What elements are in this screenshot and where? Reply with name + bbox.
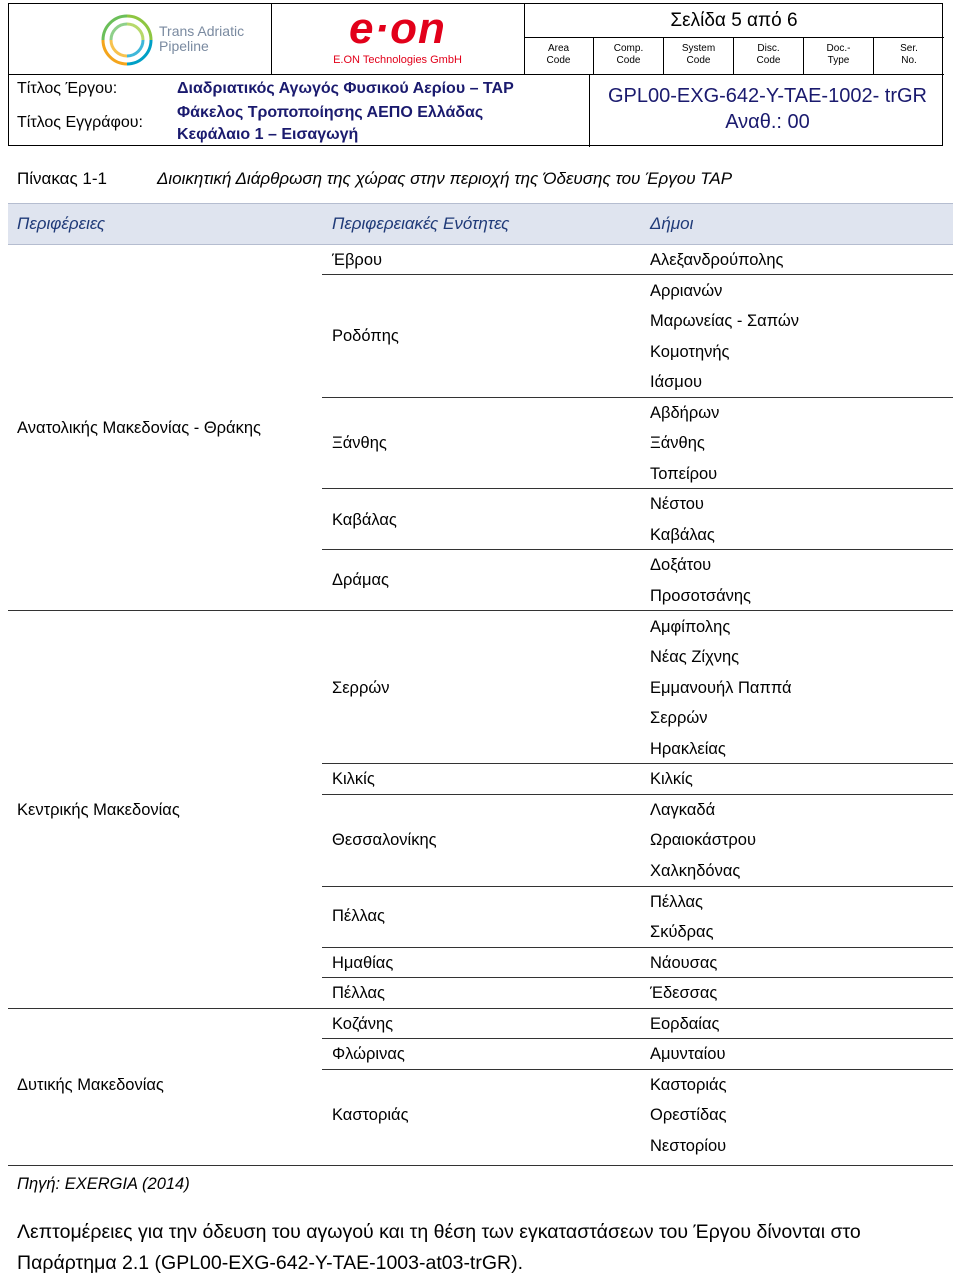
unit-divider <box>322 1069 953 1070</box>
region-divider <box>8 1008 953 1009</box>
code-label: Area <box>547 43 570 54</box>
column-header-regions: Περιφέρειες <box>17 214 106 233</box>
column-header-units: Περιφερειακές Ενότητες <box>332 214 510 233</box>
unit-cell: Καστοριάς <box>332 1106 409 1124</box>
tap-logo-text: Trans Adriatic Pipeline <box>159 23 245 54</box>
municipality-cell: Κομοτηνής <box>650 343 730 361</box>
municipality-cell: Αρριανών <box>650 282 723 300</box>
municipality-cell: Αλεξανδρούπολης <box>650 251 784 269</box>
title-labels <box>9 74 171 148</box>
code-cell-area <box>524 37 594 74</box>
unit-divider <box>322 947 953 948</box>
code-cell-system <box>664 37 734 74</box>
code-label: No. <box>901 55 917 66</box>
revision: Αναθ.: 00 <box>725 111 810 133</box>
municipality-cell: Ηρακλείας <box>650 740 726 758</box>
municipality-cell: Ιάσμου <box>650 373 703 391</box>
footer-paragraph: Λεπτομέρειες για την όδευση του αγωγού και τη θέση των εγκαταστάσεων του Έργου δίνονται στο Παράρτημα 2.1 (GPL00-EXG-642-Y-TAE-1003-at03-trGR). <box>17 1221 861 1274</box>
municipality-cell: Ξάνθης <box>650 434 705 452</box>
unit-cell: Κιλκίς <box>332 770 375 788</box>
municipality-cell: Πέλλας <box>650 893 704 911</box>
code-label: Disc. <box>757 43 780 54</box>
municipality-cell: Ωραιοκάστρου <box>650 831 756 849</box>
code-label: Code <box>756 55 781 66</box>
unit-divider <box>322 977 953 978</box>
code-label: Doc.- <box>826 43 851 54</box>
municipality-cell: Έδεσσας <box>650 984 718 1002</box>
unit-cell: Έβρου <box>332 251 383 269</box>
title-values <box>171 74 589 148</box>
municipality-cell: Αμυνταίου <box>650 1045 726 1063</box>
code-cell-disc <box>734 37 804 74</box>
unit-cell: Κοζάνης <box>332 1015 394 1033</box>
document-title-line1: Φάκελος Τροποποίησης ΑΕΠΟ Ελλάδας <box>177 104 484 121</box>
code-label: Ser. <box>900 43 918 54</box>
table-bottom-border <box>8 1165 953 1166</box>
unit-divider <box>322 1038 953 1039</box>
municipality-cell: Νάουσας <box>650 954 718 972</box>
municipality-cell: Τοπείρου <box>650 465 718 483</box>
municipality-cell: Καστοριάς <box>650 1076 727 1094</box>
region-divider <box>8 610 953 611</box>
document-header <box>8 3 943 146</box>
municipality-cell: Προσοτσάνης <box>650 587 751 605</box>
unit-cell: Φλώρινας <box>332 1045 405 1063</box>
eon-logo <box>271 4 525 74</box>
municipality-cell: Λαγκαδά <box>650 801 716 819</box>
region-cell: Ανατολικής Μακεδονίας - Θράκης <box>17 419 261 437</box>
document-number-box <box>589 74 944 147</box>
unit-cell: Θεσσαλονίκης <box>332 831 437 849</box>
tap-logo-icon <box>97 10 157 70</box>
municipality-cell: Εορδαίας <box>650 1015 720 1033</box>
unit-cell: Πέλλας <box>332 907 386 925</box>
municipality-cell: Νέας Ζίχνης <box>650 648 740 666</box>
page-info <box>524 4 944 74</box>
code-cell-comp <box>594 37 664 74</box>
unit-cell: Ροδόπης <box>332 327 399 345</box>
document-title-label: Τίτλος Εγγράφου: <box>17 114 143 131</box>
municipality-cell: Νέστου <box>650 495 704 513</box>
unit-divider <box>322 763 953 764</box>
municipality-cell: Σερρών <box>650 709 708 727</box>
municipality-cell: Σκύδρας <box>650 923 714 941</box>
table-source: Πηγή: EXERGIA (2014) <box>17 1175 190 1193</box>
code-label: Code <box>686 55 711 66</box>
unit-divider <box>322 274 953 275</box>
unit-divider <box>322 794 953 795</box>
code-cell-doctype <box>804 37 874 74</box>
column-header-municipalities: Δήμοι <box>650 214 694 233</box>
project-title-label: Τίτλος Έργου: <box>17 80 118 97</box>
project-title: Διαδριατικός Αγωγός Φυσικού Αερίου – TAP <box>177 80 514 97</box>
unit-divider <box>322 488 953 489</box>
document-title-line2: Κεφάλαιο 1 – Εισαγωγή <box>177 126 359 143</box>
page-number: Σελίδα 5 από 6 <box>524 4 944 38</box>
eon-logo-text: e·on <box>349 4 446 53</box>
unit-cell: Καβάλας <box>332 511 397 529</box>
code-label: Code <box>546 55 571 66</box>
unit-cell: Ξάνθης <box>332 434 387 452</box>
municipality-cell: Χαλκηδόνας <box>650 862 741 880</box>
municipality-cell: Αμφίπολης <box>650 618 731 636</box>
municipality-cell: Εμμανουήλ Παππά <box>650 679 792 697</box>
table-caption-number: Πίνακας 1-1 <box>17 169 107 188</box>
municipality-cell: Κιλκίς <box>650 770 693 788</box>
municipality-cell: Ορεστίδας <box>650 1106 727 1124</box>
municipality-cell: Καβάλας <box>650 526 715 544</box>
code-label: System <box>681 43 716 54</box>
code-label: Code <box>616 55 641 66</box>
municipality-cell: Αβδήρων <box>650 404 720 422</box>
document-number: GPL00-EXG-642-Y-TAE-1002- trGR <box>607 85 927 107</box>
unit-cell: Ημαθίας <box>332 954 394 972</box>
region-cell: Κεντρικής Μακεδονίας <box>17 801 180 819</box>
code-cell-serno <box>874 37 944 74</box>
unit-divider <box>322 397 953 398</box>
table-caption-title: Διοικητική Διάρθρωση της χώρας στην περιοχή της Όδευσης του Έργου TAP <box>157 169 733 188</box>
unit-cell: Πέλλας <box>332 984 386 1002</box>
code-label: Type <box>827 55 850 66</box>
tap-logo <box>9 4 272 74</box>
table-header <box>8 203 953 245</box>
unit-divider <box>322 549 953 550</box>
code-label: Comp. <box>613 43 644 54</box>
municipality-cell: Μαρωνείας - Σαπών <box>650 312 799 330</box>
eon-company-name: E.ON Technologies GmbH <box>333 54 462 66</box>
municipality-cell: Δοξάτου <box>650 556 712 574</box>
unit-cell: Σερρών <box>332 679 390 697</box>
unit-cell: Δράμας <box>332 571 389 589</box>
region-cell: Δυτικής Μακεδονίας <box>17 1076 164 1094</box>
unit-divider <box>322 886 953 887</box>
municipality-cell: Νεστορίου <box>650 1137 727 1155</box>
